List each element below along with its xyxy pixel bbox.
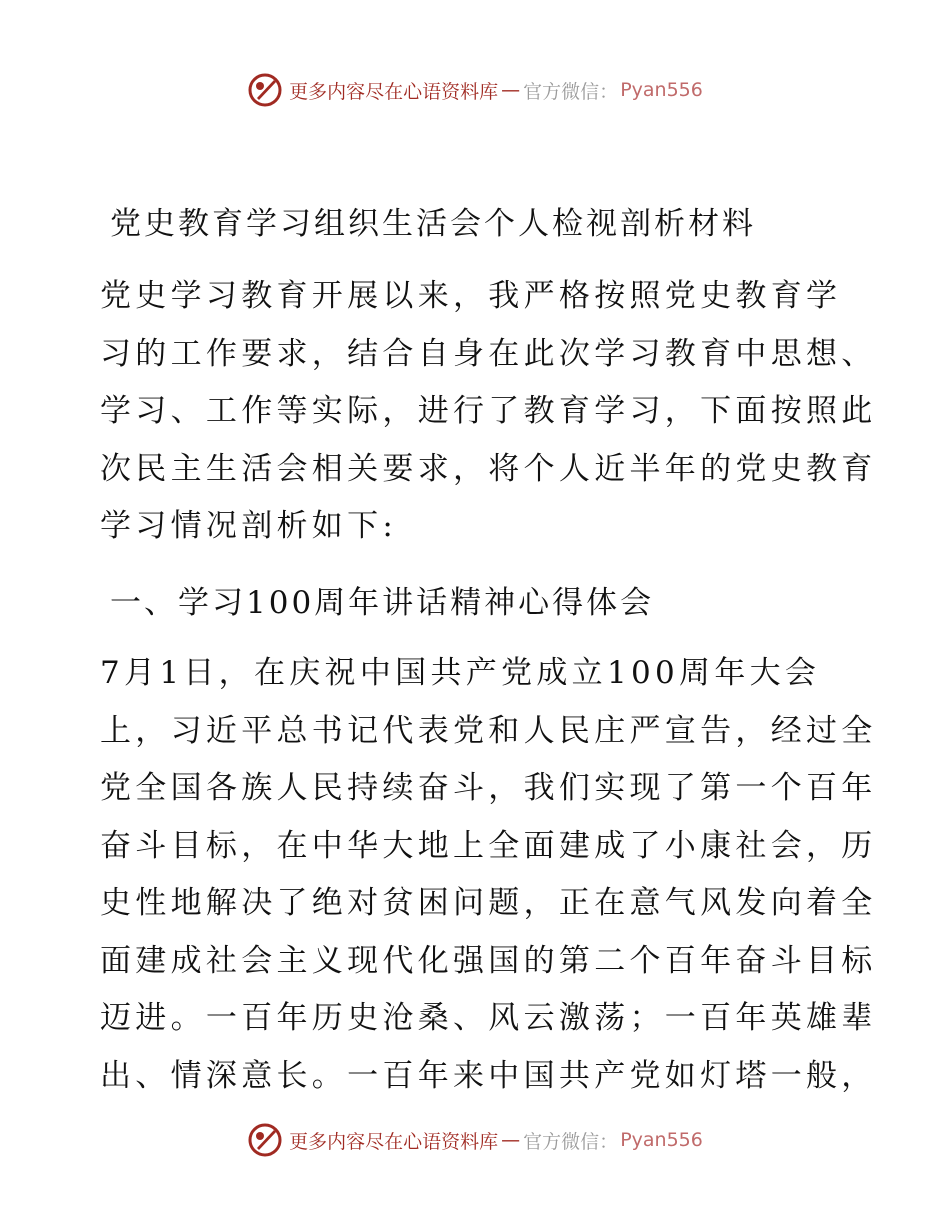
text-line: 次民主生活会相关要求，将个人近半年的党史教育 (100, 450, 877, 487)
text-line: 奋斗目标，在中华大地上全面建成了小康社会，历 (100, 827, 877, 864)
wechat-id: Pyan556 (620, 1129, 703, 1151)
text-line: 出、情深意长。一百年来中国共产党如灯塔一般， (100, 1057, 877, 1094)
watermark-separator: — (501, 1129, 521, 1151)
quill-logo-icon (247, 1122, 283, 1158)
text-line: 迈进。一百年历史沧桑、风云激荡；一百年英雄辈 (100, 1000, 877, 1036)
document-title: 党史教育学习组织生活会个人检视剖析材料 (110, 206, 756, 242)
section-heading: 一、学习100周年讲话精神心得体会 (110, 585, 655, 621)
footer-watermark (0, 1120, 950, 1160)
intro-paragraph (100, 268, 877, 556)
watermark-text: 更多内容尽在心语资料库 (289, 1130, 499, 1153)
text-line: 面建成社会主义现代化强国的第二个百年奋斗目标 (100, 942, 877, 979)
watermark-separator: — (501, 79, 521, 101)
text-line: 党史学习教育开展以来，我严格按照党史教育学 (100, 278, 842, 314)
text-line: 学习、工作等实际，进行了教育学习，下面按照此 (100, 393, 877, 429)
text-line: 7月1日，在庆祝中国共产党成立100周年大会 (100, 655, 821, 691)
wechat-label: 官方微信： (523, 1130, 619, 1153)
text-line: 习的工作要求，结合自身在此次学习教育中思想、 (100, 335, 877, 372)
header-watermark (0, 70, 950, 110)
text-line: 上，习近平总书记代表党和人民庄严宣告，经过全 (100, 712, 877, 749)
text-line: 学习情况剖析如下: (100, 508, 398, 544)
wechat-id: Pyan556 (620, 79, 703, 101)
text-line: 党全国各族人民持续奋斗，我们实现了第一个百年 (100, 770, 877, 806)
quill-logo-icon (247, 72, 283, 108)
watermark-text: 更多内容尽在心语资料库 (289, 80, 499, 103)
body-paragraph (100, 645, 877, 1105)
text-line: 史性地解决了绝对贫困问题，正在意气风发向着全 (100, 885, 877, 921)
wechat-label: 官方微信： (523, 80, 619, 103)
